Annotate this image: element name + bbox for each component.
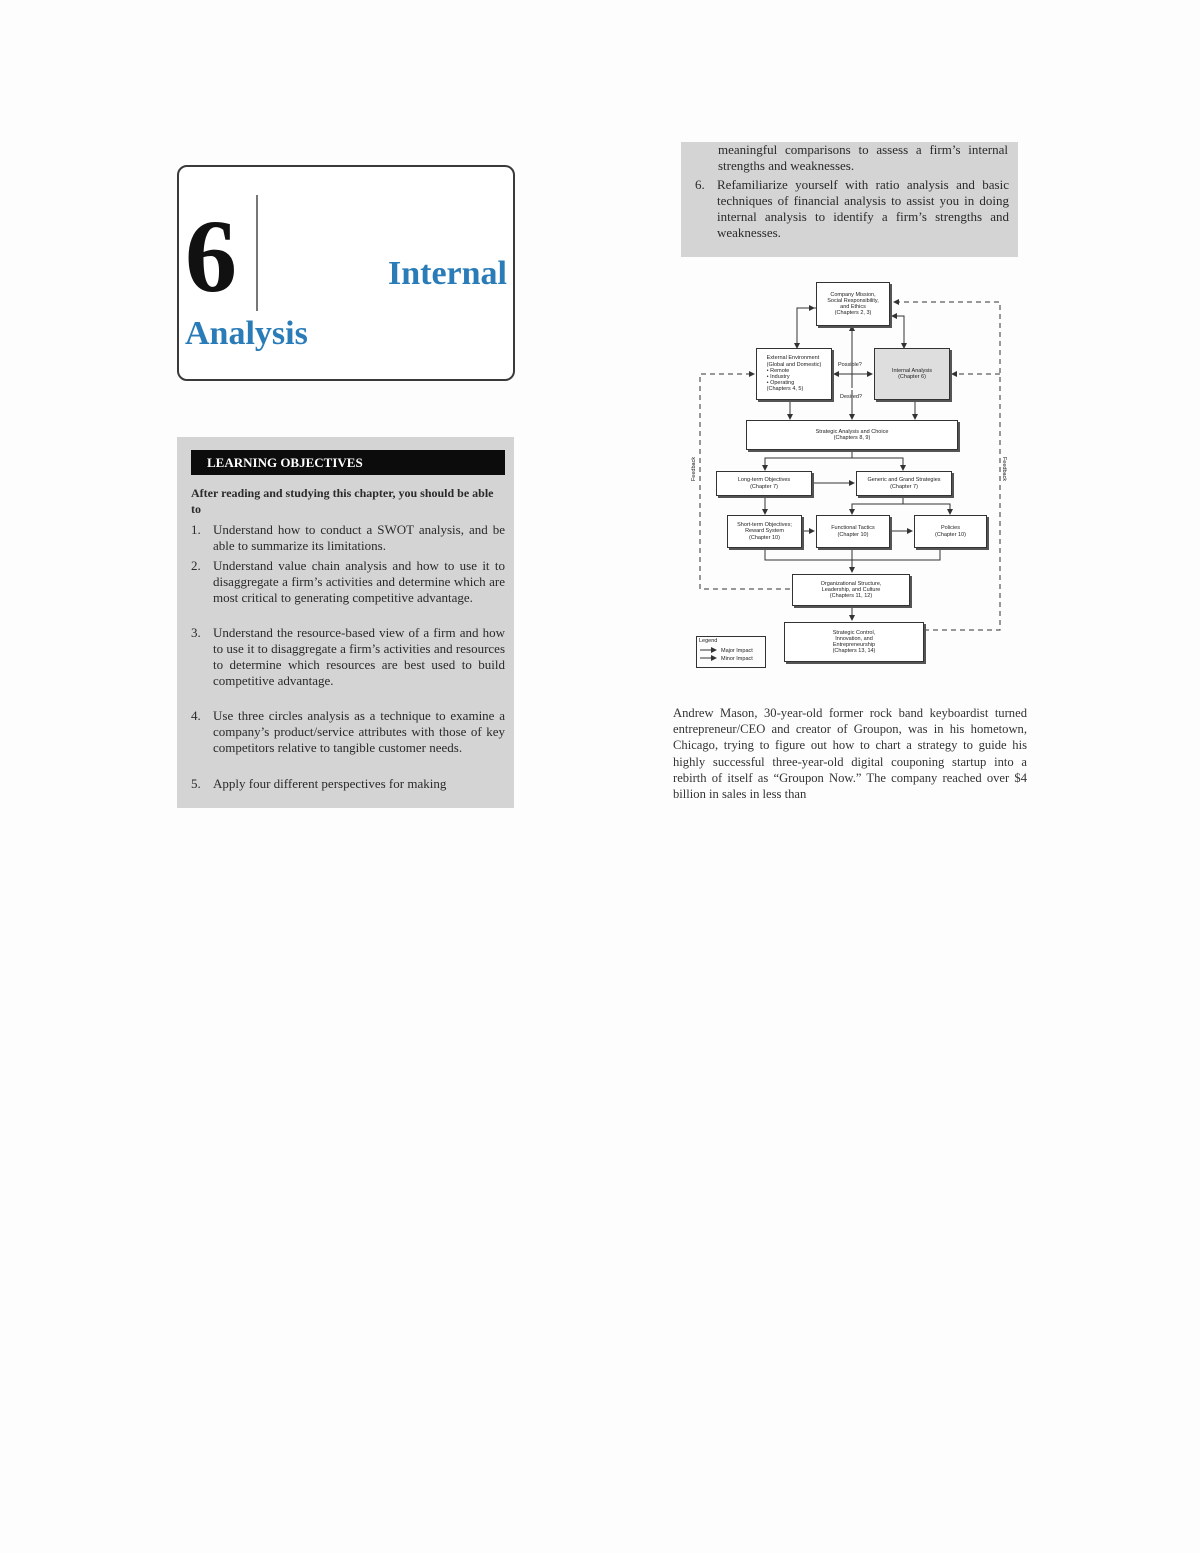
feedback-left-label: Feedback (691, 456, 698, 482)
mission-box: Company Mission, Social Responsibility, and Ethics (Chapters 2, 3) (816, 282, 890, 326)
strategic-control-box: Strategic Control, Innovation, and Entrepreneurship (Chapters 13, 14) (784, 622, 924, 662)
short-term-objectives-box: Short-term Objectives; Reward System (Chapter 10) (727, 515, 802, 548)
objective-number: 2. (191, 558, 201, 573)
objective-number: 6. (695, 177, 705, 192)
arrow-mission-internal (890, 316, 904, 348)
legend-title: Legend (699, 638, 718, 644)
body-paragraph: Andrew Mason, 30-year-old former rock band keyboardist turned entrepreneur/CEO and creator of Groupon, was in his hometown, Chicago, trying to figure out how to chart a strategy to guide his highly successful three-year-old digital couponing startup into a rebirth of itself as “Groupon Now.” The company reached over $4 billion in sales in less than (673, 706, 1027, 802)
legend-major-label: Major Impact (721, 648, 753, 654)
objective-number: 4. (191, 708, 201, 723)
arrow-mission-external (797, 308, 816, 348)
objective-item (695, 177, 1009, 241)
legend-minor-label: Minor Impact (721, 656, 753, 662)
objective-text: Understand the resource-based view of a firm and how to use it to disaggregate a firm’s activities and resources to determine which resources are best used to build competitive advantage. (213, 625, 505, 688)
possible-label: Possible? (838, 362, 862, 368)
learning-objectives-header: LEARNING OBJECTIVES (191, 450, 505, 475)
legend-box (696, 636, 766, 668)
objective-number: 5. (191, 776, 201, 791)
chapter-title-box (177, 165, 515, 381)
chapter-title-line2: Analysis (185, 315, 308, 352)
internal-analysis-box: Internal Analysis (Chapter 6) (874, 348, 950, 400)
generic-strategies-box: Generic and Grand Strategies (Chapter 7) (856, 471, 952, 496)
policies-box: Policies (Chapter 10) (914, 515, 987, 548)
functional-tactics-box: Functional Tactics (Chapter 10) (816, 515, 890, 548)
objective-item (191, 522, 505, 554)
objective-continuation: meaningful comparisons to assess a firm’s internal strengths and weaknesses. (718, 142, 1008, 173)
learning-objectives-intro: After reading and studying this chapter, you should be able to (191, 486, 494, 516)
objective-text: Understand value chain analysis and how to use it to disaggregate a firm’s activities and determine which are most critical to generating competitive advantage. (213, 558, 505, 605)
feedback-right-label: Feedback (1001, 456, 1008, 482)
organizational-structure-box: Organizational Structure, Leadership, and Culture (Chapters 11, 12) (792, 574, 910, 606)
objective-text: Refamiliarize yourself with ratio analysis and basic techniques of financial analysis to assist you in doing internal analysis to identify a firm’s strengths and weaknesses. (717, 177, 1009, 240)
objective-item (191, 708, 505, 756)
learning-objectives-continued (681, 142, 1018, 257)
external-environment-box: External Environment (Global and Domestic) • Remote • Industry • Operating (Chapters 4, 5) (756, 348, 832, 400)
objective-text: Apply four different perspectives for making (213, 776, 447, 791)
long-term-objectives-box: Long-term Objectives (Chapter 7) (716, 471, 812, 496)
strategic-management-diagram (690, 278, 1010, 678)
objective-item (191, 558, 505, 606)
chapter-title-line1: Internal (388, 255, 507, 292)
desired-label: Desired? (840, 394, 863, 400)
objective-text: Understand how to conduct a SWOT analysis, and be able to summarize its limitations. (213, 522, 505, 553)
objective-number: 1. (191, 522, 201, 537)
objective-text: Use three circles analysis as a technique to examine a company’s product/service attributes with those of key competitors relative to tangible customer needs. (213, 708, 505, 755)
chapter-divider (256, 195, 258, 311)
objective-item (191, 776, 505, 792)
chapter-number: 6 (185, 199, 237, 314)
learning-objectives-box (177, 437, 514, 808)
strategic-analysis-box: Strategic Analysis and Choice (Chapters 8, 9) (746, 420, 958, 450)
objective-number: 3. (191, 625, 201, 640)
objective-item (191, 625, 505, 689)
